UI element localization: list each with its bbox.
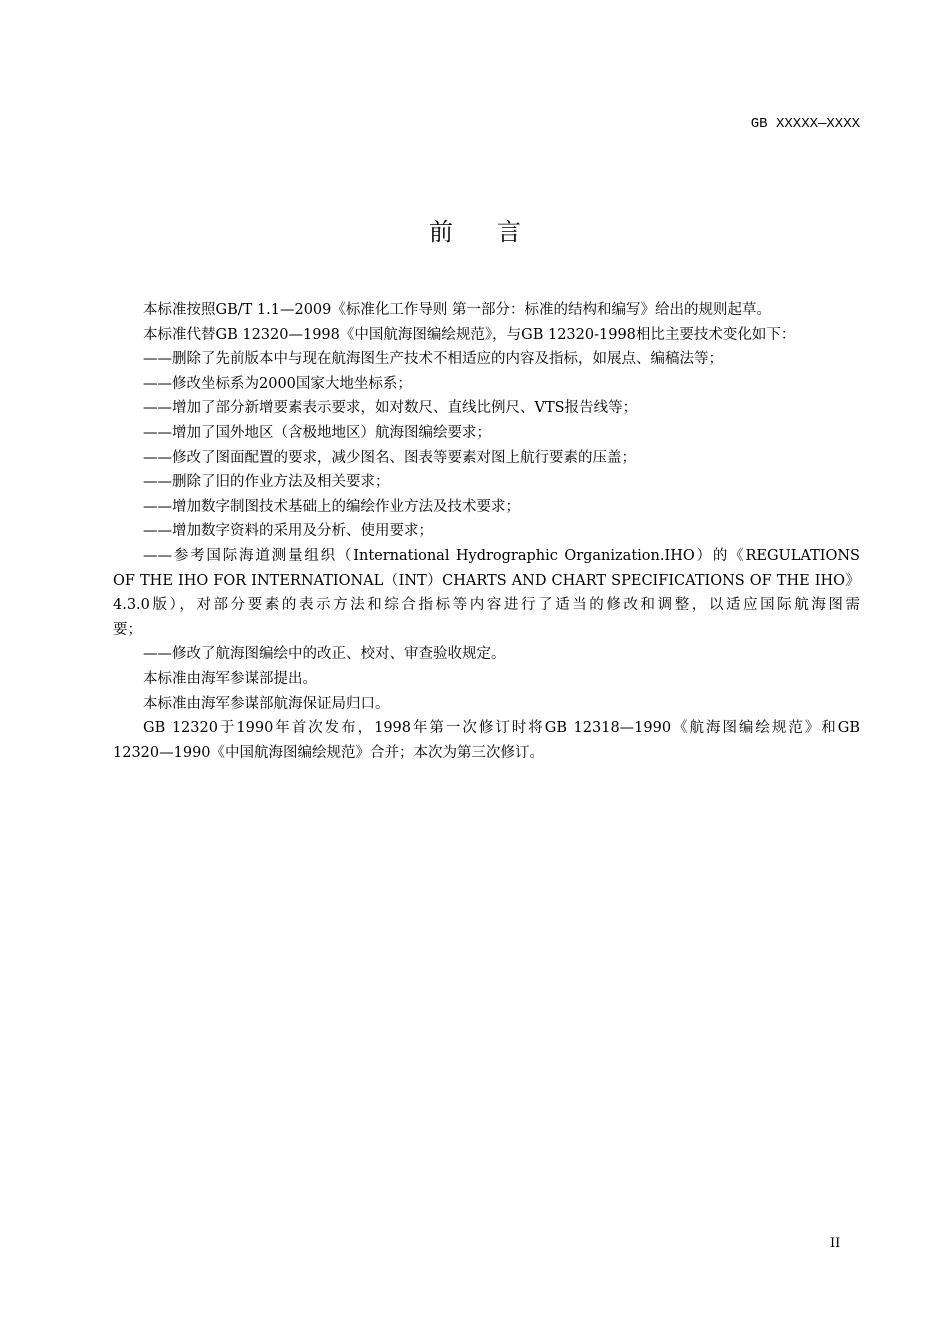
- paragraph: [113, 446, 860, 471]
- paragraph-line: ——修改了图面配置的要求，减少图名、图表等要素对图上航行要素的压盖；: [143, 449, 636, 466]
- paragraph: [113, 519, 860, 544]
- paragraph: [113, 396, 860, 421]
- paragraph-line: ——增加了国外地区（含极地地区）航海图编绘要求；: [143, 424, 491, 441]
- paragraph-line: 本标准按照GB/T 1.1—2009《标准化工作导则 第一部分：标准的结构和编写》给出的规则起草。: [143, 302, 771, 318]
- paragraph: [113, 470, 860, 495]
- paragraph: [113, 323, 860, 348]
- page-title: 前言: [429, 218, 565, 246]
- paragraph: [113, 667, 860, 692]
- paragraph-line: GB 12320于1990年首次发布，1998年第一次修订时将GB 12318—1990《航海图编绘规范》和GB: [143, 720, 860, 737]
- paragraph: [113, 372, 860, 397]
- paragraph-line: ——增加数字制图技术基础上的编绘作业方法及技术要求；: [143, 498, 520, 515]
- paragraph: [113, 544, 860, 642]
- paragraph-line: ——删除了先前版本中与现在航海图生产技术不相适应的内容及指标，如展点、编稿法等；: [143, 351, 723, 368]
- standard-code-header: GB XXXXX—XXXX: [750, 116, 860, 132]
- paragraph-line: ——增加数字资料的采用及分析、使用要求；: [143, 523, 433, 540]
- paragraph-line: OF THE IHO FOR INTERNATIONAL（INT）CHARTS AND CHART SPECIFICATIONS OF THE IHO》: [113, 572, 860, 589]
- paragraph-line: ——参考国际海道测量组织（International Hydrographic Organization.IHO）的《REGULATIONS: [143, 547, 860, 564]
- paragraph-line: 本标准由海军参谋部航海保证局归口。: [143, 695, 390, 712]
- paragraph-line: ——增加了部分新增要素表示要求，如对数尺、直线比例尺、VTS报告线等；: [143, 400, 638, 417]
- document-body: [113, 298, 860, 765]
- paragraph-line: 4.3.0版），对部分要素的表示方法和综合指标等内容进行了适当的修改和调整，以适应国际航海图需: [113, 597, 860, 614]
- paragraph: [113, 298, 860, 323]
- paragraph-line: ——修改了航海图编绘中的改正、校对、审查验收规定。: [143, 646, 506, 663]
- paragraph-line: ——修改坐标系为2000国家大地坐标系；: [143, 375, 412, 392]
- paragraph-line: ——删除了旧的作业方法及相关要求；: [143, 474, 390, 491]
- paragraph: [113, 495, 860, 520]
- paragraph: [113, 347, 860, 372]
- paragraph: [113, 716, 860, 765]
- page-number: II: [830, 1236, 841, 1251]
- paragraph: [113, 692, 860, 717]
- paragraph-line: 要；: [113, 621, 142, 638]
- paragraph-line: 本标准代替GB 12320—1998《中国航海图编绘规范》，与GB 12320-1998相比主要技术变化如下：: [143, 326, 796, 343]
- paragraph-line: 本标准由海军参谋部提出。: [143, 670, 317, 687]
- paragraph-line: 12320—1990《中国航海图编绘规范》合并；本次为第三次修订。: [113, 744, 545, 761]
- paragraph: [113, 642, 860, 667]
- paragraph: [113, 421, 860, 446]
